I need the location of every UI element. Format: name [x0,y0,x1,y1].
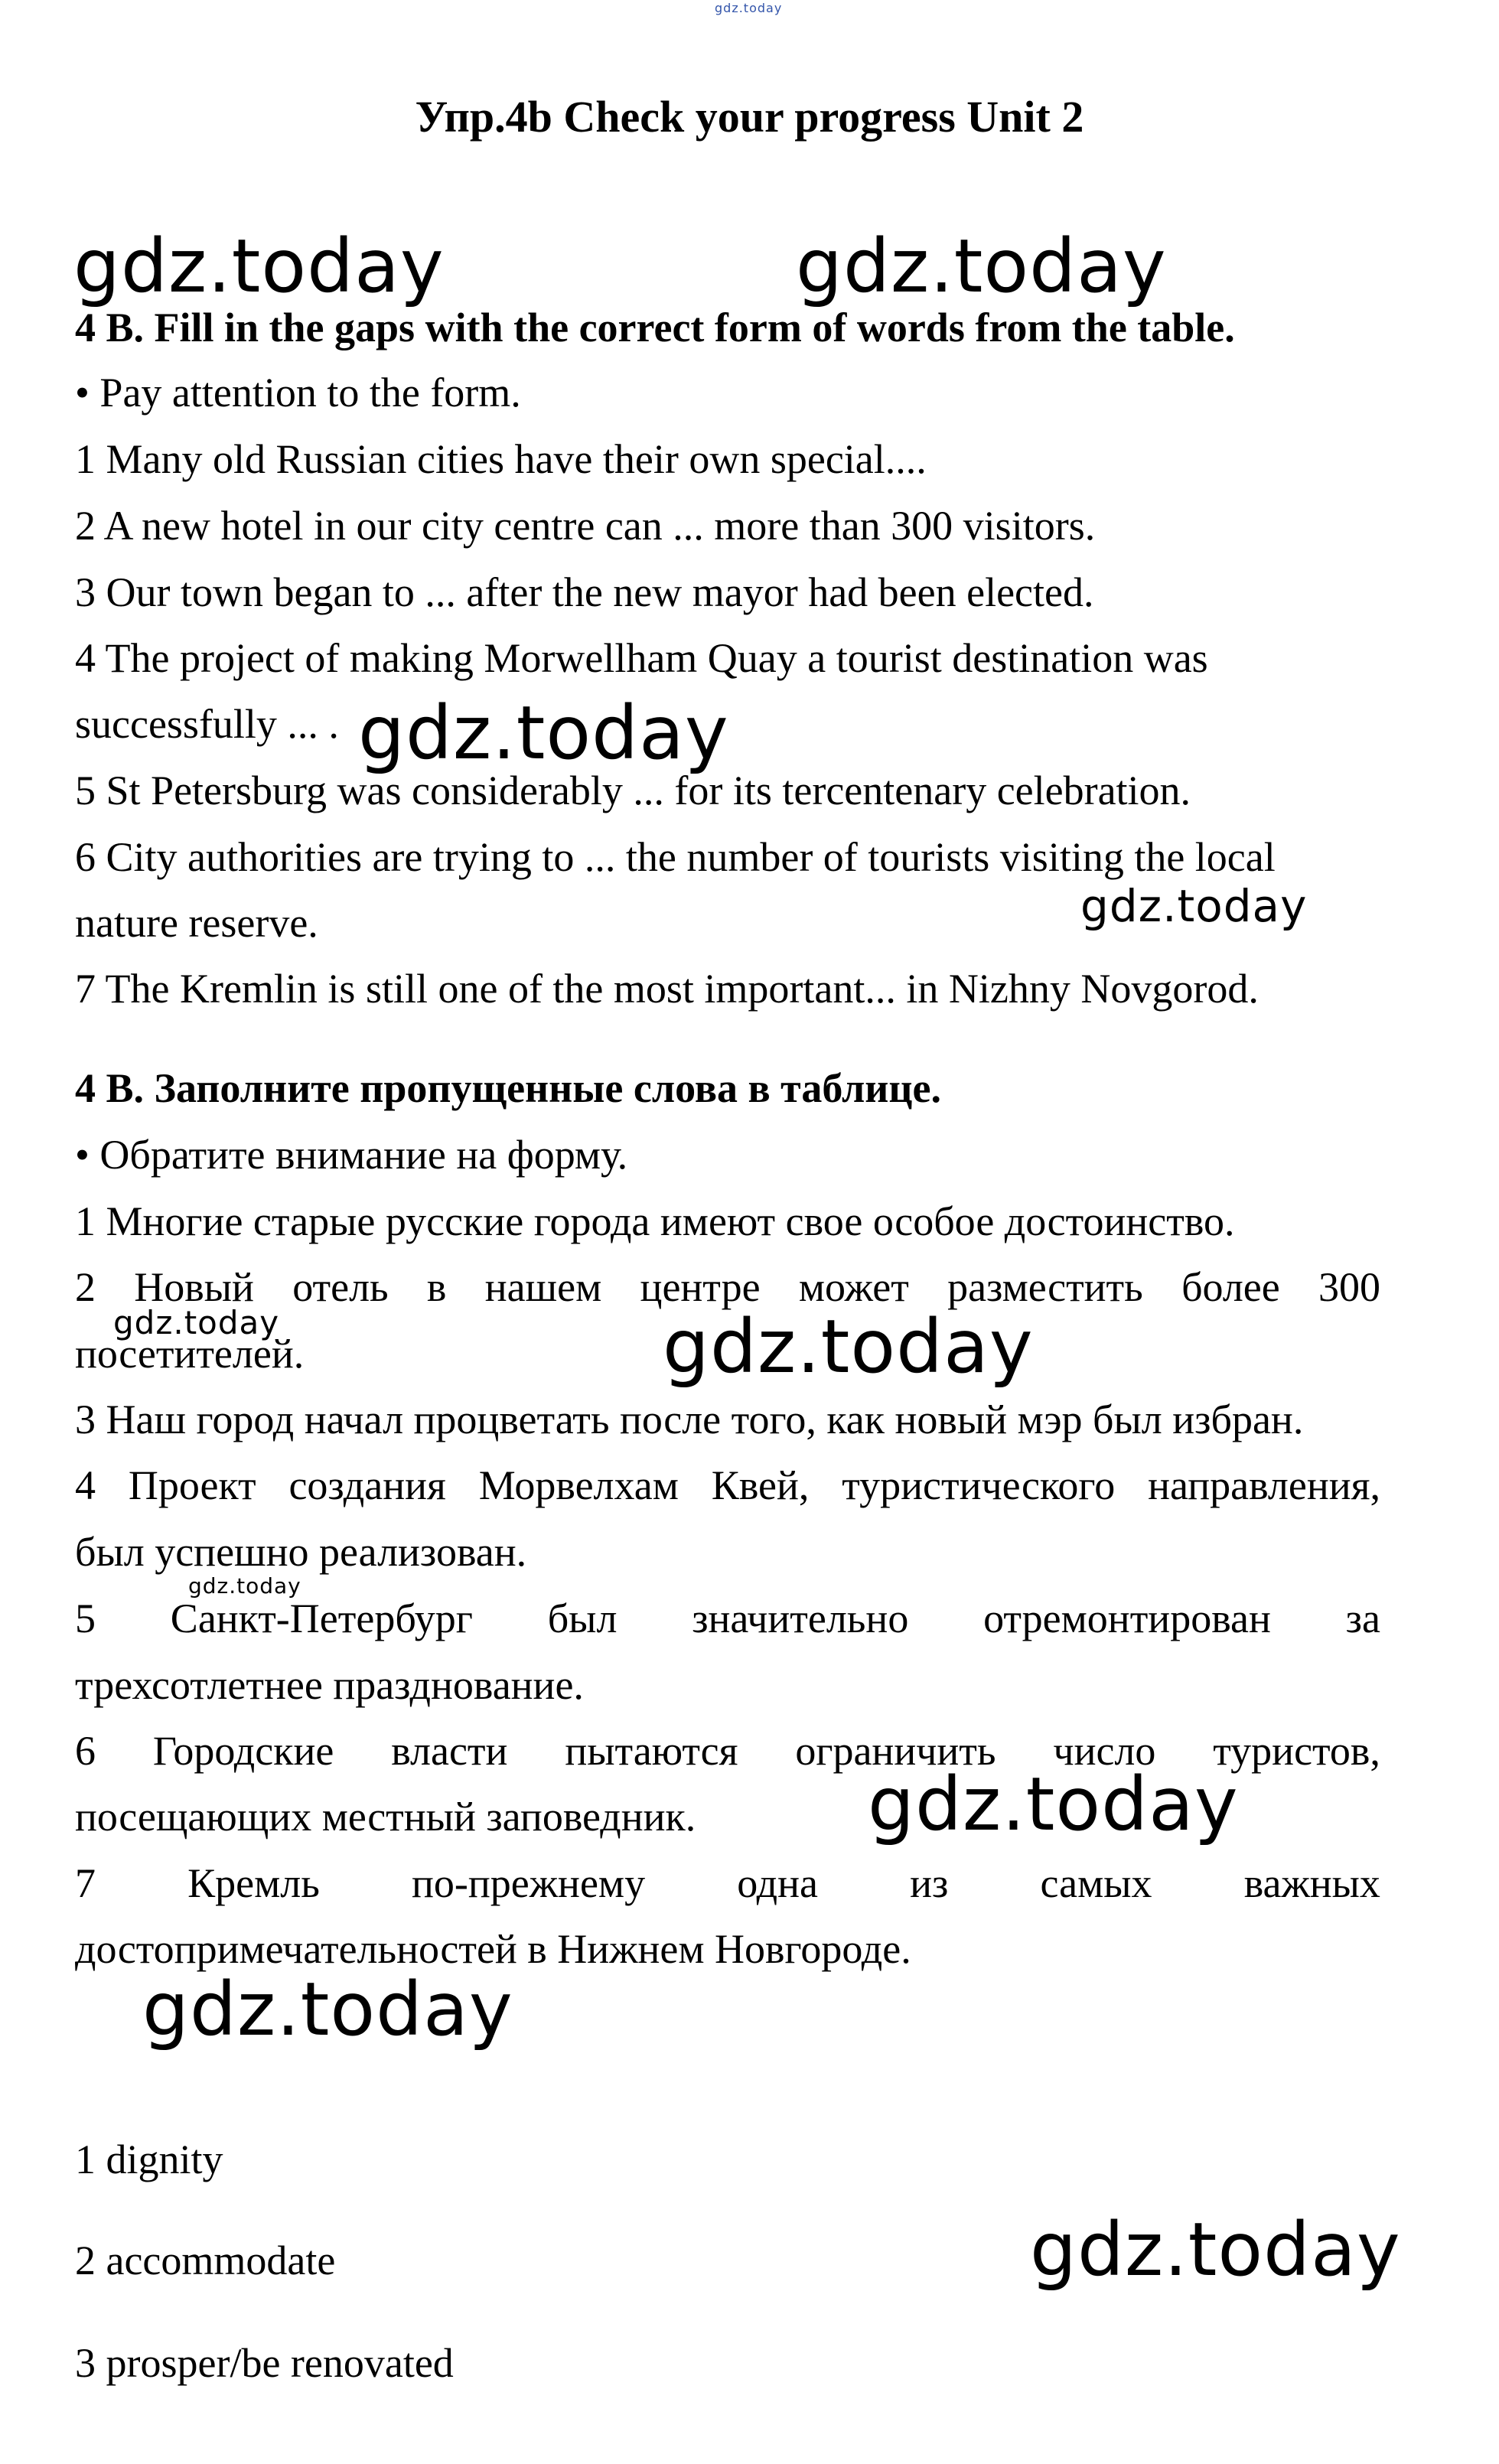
russian-line-2: 2 Новый отель в нашем центре может разместить более 300 [75,1264,1380,1310]
watermark-8: gdz.today [868,1762,1239,1847]
watermark-10: gdz.today [1030,2207,1401,2293]
russian-line-5-cont: трехсотлетнее празднование. [75,1662,584,1708]
answer-2: 2 accommodate [75,2237,336,2283]
english-line-1: 1 Many old Russian cities have their own special.... [75,436,927,482]
watermark-4: gdz.today [1080,880,1308,932]
russian-line-4-cont: был успешно реализован. [75,1529,527,1575]
watermark-2: gdz.today [796,223,1167,309]
english-line-3: 3 Our town began to ... after the new mayor had been elected. [75,569,1094,615]
russian-note: • Обратите внимание на форму. [75,1132,628,1178]
russian-line-6-cont: посещающих местный заповедник. [75,1794,696,1840]
russian-heading: 4 B. Заполните пропущенные слова в таблице. [75,1065,941,1111]
watermark-top: gdz.today [715,1,783,15]
russian-line-4: 4 Проект создания Морвелхам Квей, туристического направления, [75,1462,1380,1508]
russian-line-6: 6 Городские власти пытаются ограничить число туристов, [75,1728,1380,1774]
english-line-7: 7 The Kremlin is still one of the most important... in Nizhny Novgorod. [75,966,1259,1012]
watermark-6: gdz.today [663,1304,1034,1390]
russian-line-2-cont: посетителей. [75,1331,305,1377]
english-line-6: 6 City authorities are trying to ... the number of tourists visiting the local [75,834,1276,880]
answer-3: 3 prosper/be renovated [75,2340,454,2386]
watermark-3: gdz.today [358,690,729,776]
watermark-5: gdz.today [113,1304,280,1341]
answer-1: 1 dignity [75,2136,223,2182]
english-line-2: 2 A new hotel in our city centre can ... more than 300 visitors. [75,503,1096,549]
page-title: Упр.4b Check your progress Unit 2 [415,92,1084,142]
russian-line-7: 7 Кремль по-прежнему одна из самых важных [75,1860,1380,1906]
english-line-6-cont: nature reserve. [75,900,318,946]
russian-line-5: 5 Санкт-Петербург был значительно отремонтирован за [75,1595,1380,1641]
russian-line-3: 3 Наш город начал процветать после того, как новый мэр был избран. [75,1397,1304,1442]
watermark-9: gdz.today [142,1967,513,2052]
english-heading: 4 B. Fill in the gaps with the correct form of words from the table. [75,305,1235,350]
english-note: • Pay attention to the form. [75,370,521,416]
russian-line-1: 1 Многие старые русские города имеют свое особое достоинство. [75,1198,1235,1244]
english-line-4: 4 The project of making Morwellham Quay a tourist destination was [75,635,1208,681]
english-line-5: 5 St Petersburg was considerably ... for its tercentenary celebration. [75,768,1191,813]
russian-line-7-cont: достопримечательностей в Нижнем Новгороде. [75,1926,911,1972]
english-line-4-cont: successfully ... . [75,701,339,747]
watermark-1: gdz.today [73,223,445,309]
watermark-7: gdz.today [188,1573,301,1599]
